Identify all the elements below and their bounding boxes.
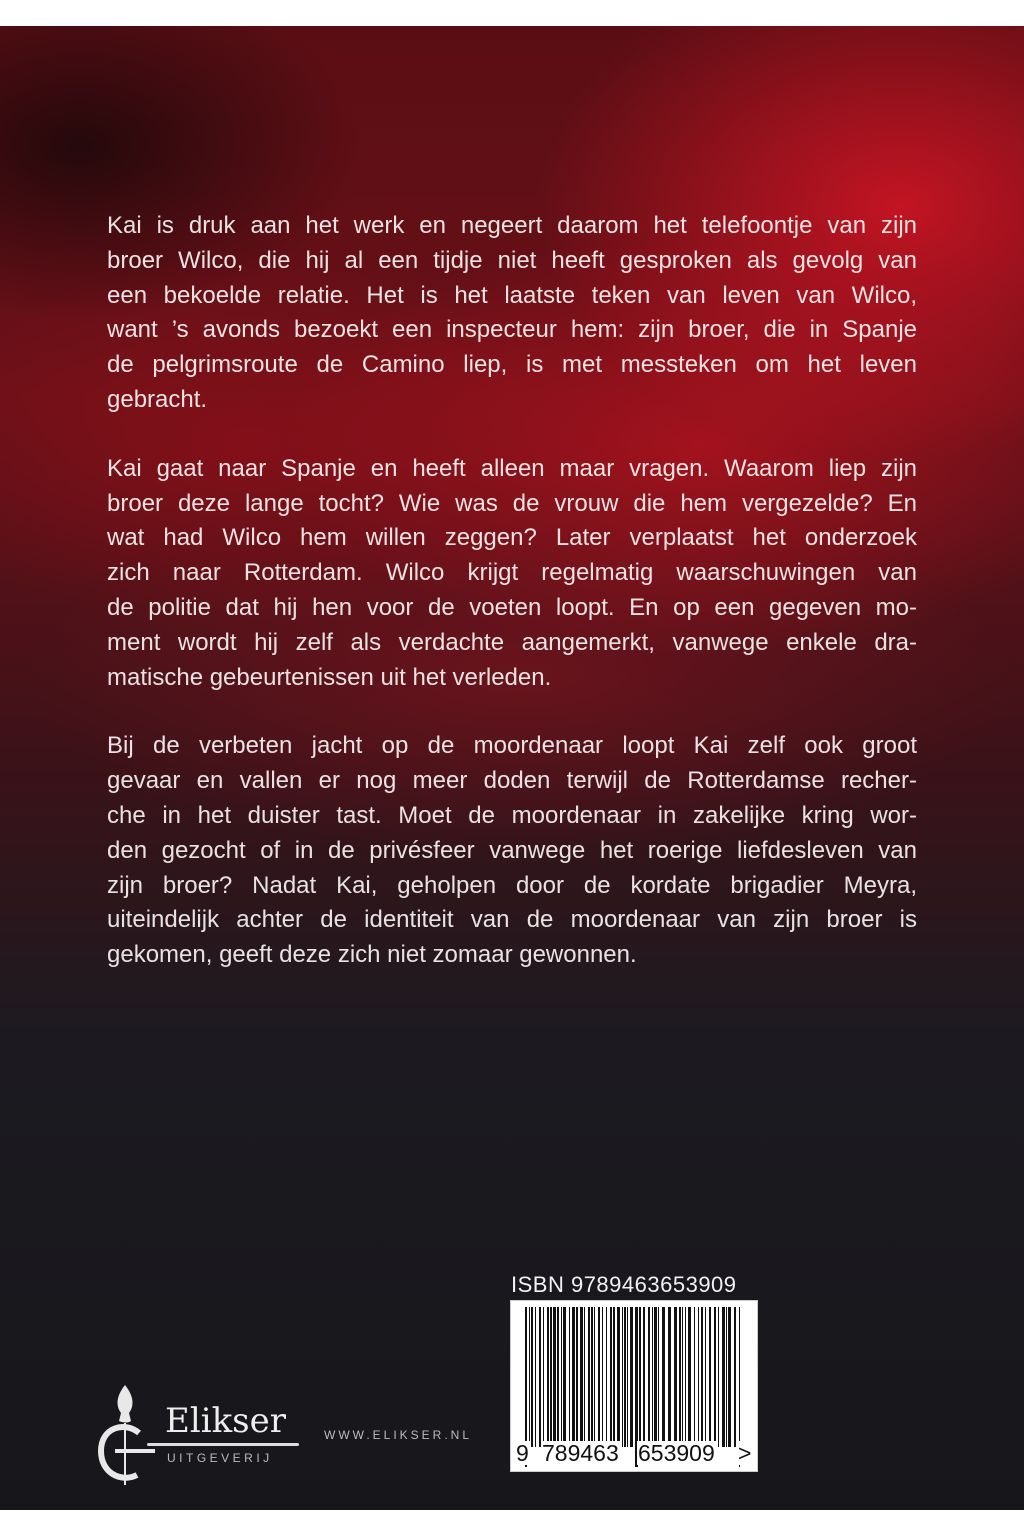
text-line: wat had Wilco hem willen zeggen? Later verplaatst het onderzoek: [107, 524, 917, 552]
barcode-bar: [698, 1307, 699, 1447]
barcode-bar: [594, 1307, 595, 1447]
barcode-bar: [610, 1307, 612, 1447]
text-line: de pelgrimsroute de Camino liep, is met messteken om het leven: [107, 351, 917, 379]
text-line: gevaar en vallen er nog meer doden terwijl de Rotterdamse recher-: [107, 767, 917, 795]
barcode-bar: [728, 1307, 731, 1447]
quill-g-icon: [95, 1381, 165, 1491]
barcode-bar: [584, 1307, 585, 1447]
barcode-bar: [701, 1307, 703, 1447]
barcode-bar: [648, 1307, 650, 1447]
barcode-bar: [688, 1307, 691, 1447]
text-line: een bekoelde relatie. Het is het laatste teken van leven van Wilco,: [107, 281, 917, 309]
barcode-bar: [694, 1307, 695, 1447]
text-line: Bij de verbeten jacht op de moordenaar loopt Kai zelf ook groot: [107, 732, 917, 760]
barcode-bar: [722, 1307, 725, 1447]
text-line: zijn broer? Nadat Kai, geholpen door de kordate brigadier Meyra,: [107, 871, 917, 899]
text-line: che in het duister tast. Moet de moordenaar in zakelijke kring wor-: [107, 801, 917, 829]
text-line: zich naar Rotterdam. Wilco krijgt regelmatig waarschuwingen van: [107, 559, 917, 587]
barcode-quiet-marker: >: [738, 1440, 752, 1466]
barcode-bar: [674, 1307, 677, 1447]
barcode-bar: [630, 1307, 633, 1447]
barcode-bar: [572, 1307, 575, 1447]
barcode-bar: [658, 1307, 659, 1447]
barcode-bar: [550, 1307, 552, 1447]
barcode-bar: [662, 1307, 665, 1447]
barcode-bar: [569, 1307, 570, 1447]
publisher-website: WWW.ELIKSER.NL: [324, 1428, 473, 1442]
barcode-bar: [563, 1307, 566, 1447]
publisher-logo: [95, 1381, 305, 1491]
barcode-bar: [602, 1307, 603, 1447]
logo-underline: [147, 1443, 299, 1446]
barcode-bar: [539, 1307, 541, 1447]
barcode-bar: [714, 1307, 716, 1447]
barcode-bar: [561, 1307, 562, 1447]
barcode-digit-prefix: 9: [516, 1440, 529, 1466]
text-line: Kai is druk aan het werk en negeert daarom het telefoontje van zijn: [107, 212, 917, 239]
text-line: matische gebeurtenissen uit het verleden.: [107, 663, 552, 691]
barcode-bar: [591, 1307, 593, 1447]
barcode-digits-left: 789463: [542, 1440, 619, 1466]
barcode-bar: [535, 1307, 536, 1447]
barcode-bar: [547, 1307, 549, 1447]
barcode-bar: [627, 1307, 628, 1447]
text-line: Kai gaat naar Spanje en heeft alleen maar vragen. Waarom liep zijn: [107, 454, 917, 482]
barcode-bar: [726, 1307, 727, 1447]
barcode-bar: [679, 1307, 681, 1447]
barcode-bar: [654, 1307, 657, 1447]
barcode-bar: [622, 1307, 623, 1447]
barcode-bar: [553, 1307, 556, 1447]
barcode-bar: [617, 1307, 620, 1447]
barcode-bar: [734, 1307, 736, 1447]
text-line: den gezocht of in de privésfeer vanwege het roerige liefdesleven van: [107, 836, 917, 864]
text-line: gekomen, geeft deze zich niet zomaar gewonnen.: [107, 941, 637, 969]
blurb-paragraph: [107, 729, 917, 973]
text-line: broer Wilco, die hij al een tijdje niet heeft gesproken als gevolg van: [107, 246, 917, 274]
barcode-bar: [529, 1307, 530, 1447]
barcode-bar: [652, 1307, 653, 1447]
isbn-label: ISBN 9789463653909: [511, 1272, 737, 1297]
publisher-subtitle: UITGEVERIJ: [167, 1451, 273, 1465]
text-line: de politie dat hij hen voor de voeten loopt. En op een gegeven mo-: [107, 593, 917, 621]
barcode-bar: [709, 1307, 711, 1447]
barcode-bar: [705, 1307, 706, 1447]
text-line: gebracht.: [107, 385, 208, 413]
blurb-paragraph: [107, 209, 917, 418]
blurb-paragraph: [107, 452, 917, 696]
text-line: ment wordt hij zelf als verdachte aangemerkt, vanwege enkele dra-: [107, 628, 917, 656]
barcode-bar: [588, 1307, 590, 1447]
barcode-bar: [613, 1307, 615, 1447]
barcode-bar: [598, 1307, 600, 1447]
barcode-bar: [682, 1307, 683, 1447]
blurb-text: [107, 209, 917, 1007]
barcode-bar: [718, 1307, 719, 1447]
barcode-bar: [668, 1307, 671, 1447]
publisher-name: Elikser: [165, 1401, 286, 1441]
barcode-bar: [624, 1307, 626, 1447]
barcode-bar: [643, 1307, 645, 1447]
barcode-bar: [576, 1307, 578, 1447]
barcode-bar: [531, 1307, 533, 1447]
barcode-bar: [543, 1307, 544, 1447]
text-line: uiteindelijk achter de identiteit van de moordenaar van zijn broer is: [107, 906, 917, 934]
barcode-bar: [580, 1307, 583, 1447]
barcode-bar: [685, 1307, 686, 1447]
barcode-digits-right: 653909: [638, 1440, 715, 1466]
text-line: want ’s avonds bezoekt een inspecteur hem: zijn broer, die in Spanje: [107, 316, 917, 344]
barcode-bar: [606, 1307, 607, 1447]
book-back-cover: [0, 26, 1024, 1510]
isbn-barcode: [510, 1300, 758, 1472]
text-line: broer deze lange tocht? Wie was de vrouw die hem vergezelde? En: [107, 489, 917, 517]
barcode-bar: [557, 1307, 559, 1447]
barcode-bar: [639, 1307, 641, 1447]
